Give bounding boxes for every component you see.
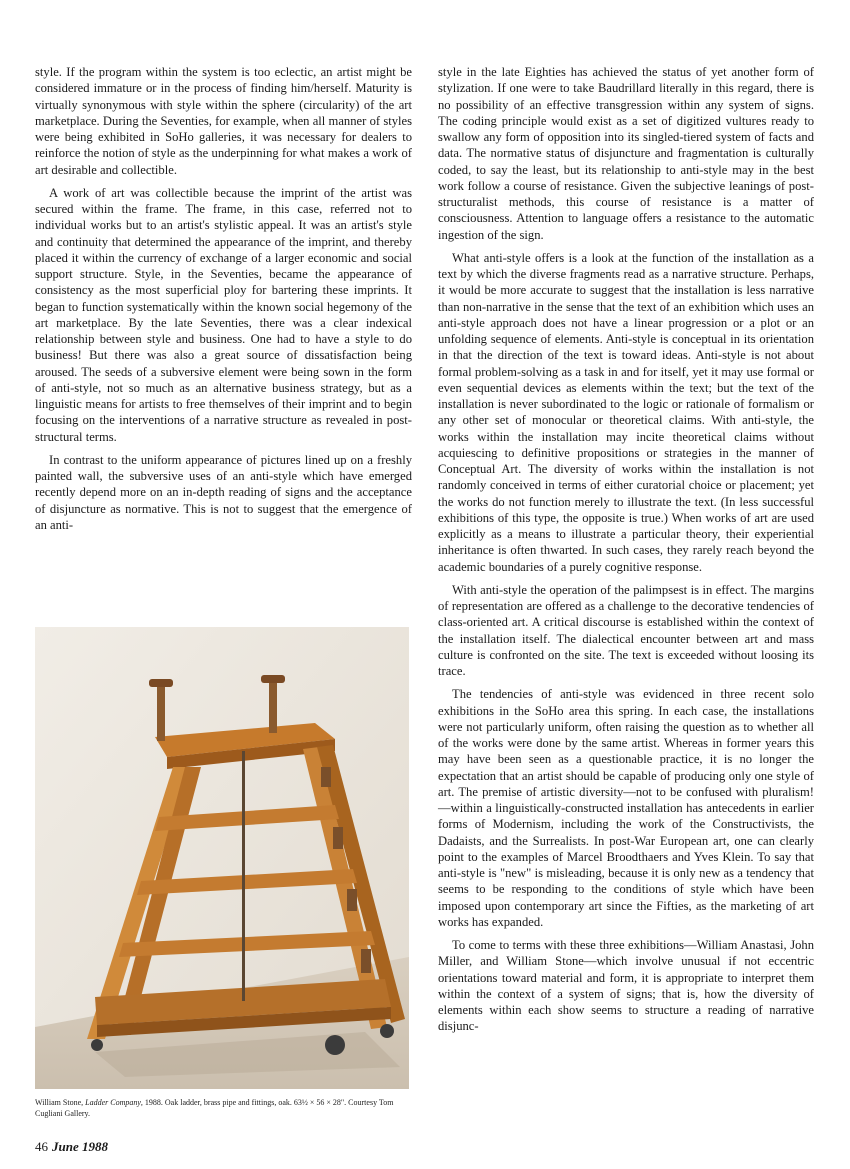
right-column bbox=[438, 64, 814, 1042]
paragraph: style. If the program within the system is too eclectic, an artist might be considered immature or in the process of finding him/herself. Maturity is virtually synonymous with style within the sphere (circularity) of the art marketplace. During the Seventies, for example, when all manner of styles were being exhibited in SoHo galleries, it was necessary for dealers to reinforce the notion of style as the underpinning for what makes a work of art desirable and collectible. bbox=[35, 65, 412, 177]
page-footer bbox=[35, 1139, 108, 1155]
paragraph: style in the late Eighties has achieved the status of yet another form of stylization. If one were to take Baudrillard literally in this regard, there is no possibility of an effective transgression within any system of signs. The coding principle would exist as a set of digitized vultures ready to swallow any form of opposition into its singled-tiered system of facts and data. The normative status of disjuncture and fragmentation is culturally coded, to say the least, but its relationship to anti-style may in the best work follow a course of resistance. Given the subjective leanings of post-structuralist methods, this course of resistance is a matter of consciousness. Attention to language offers a resistance to the automatic ingestion of the sign. bbox=[438, 65, 814, 242]
paragraph: In contrast to the uniform appearance of pictures lined up on a freshly painted wall, the subversive uses of an anti-style which have emerged recently depend more on an in-depth reading of signs and the acceptance of disjuncture as normative. This is not to suggest that the emergence of an anti- bbox=[35, 452, 412, 532]
caption-artist: William Stone, bbox=[35, 1098, 86, 1107]
left-column bbox=[35, 64, 412, 540]
caption-title: Ladder Company bbox=[85, 1098, 141, 1107]
paragraph: What anti-style offers is a look at the function of the installation as a text by which the diverse fragments read as a narrative structure. Perhaps, it would be more accurate to suggest that the installation is less narrative than non-narrative in the sense that the text of an exhibition which uses an anti-style approach does not have a linear progression or a plot or an unfolding sequence of elements. Anti-style is conceptual in its orientation in that the direction of the text is toward ideas. Anti-style is not about formal problem-solving as a task in and for itself, yet it may use formal or even sequential devices as elements within the text; but the text of the installation is never subordinated to the logic or rationale of formalism or any other set of monocular or theoretical claims. With anti-style, the works within the installation may incite theoretical claims without acquiescing to definitive propositions or strategies in the manner of Conceptual Art. The diversity of works within the installation is not randomly conceived in terms of either curatorial choice or placement; yet the works do not function merely to illustrate the text. (In less successful exhibitions of this type, the opposite is true.) When works of art are used explicitly as a means to illustrate a particular theory, their experiential inheritance is often thwarted. In such cases, they rarely reach beyond the academic boundaries of a purely cognitive response. bbox=[438, 250, 814, 574]
figure-caption bbox=[35, 1097, 415, 1119]
artwork-photo bbox=[35, 627, 409, 1089]
paragraph: The tendencies of anti-style was evidenced in three recent solo exhibitions in the SoHo area this spring. In each case, the installations were not particularly uniform, often raising the question as to whether all of the works were done by the same artist. Whereas in former years this may have been seen as a questionable practice, it is no longer the expectation that an artist should be capable of producing only one style of art. The premise of artistic diversity—not to be confused with pluralism!—within a linguistically-constructed installation has antecedents in earlier forms of Modernism, including the work of the Constructivists, the Dadaists, and the Surrealists. In post-War European art, one can clearly point to the examples of Marcel Broodthaers and Yves Klein. To say that anti-style is "new" is misleading, because it is only new as a tendency that seems to be responding to the conditions of style which have been imposed upon contemporary art since the Fifties, as the marketing of art works has expanded. bbox=[438, 687, 814, 929]
paragraph: To come to terms with these three exhibitions—William Anastasi, John Miller, and William Stone—which involve unusual if not eccentric orientations toward material and form, it is appropriate to interpret them within the context of a system of signs; that is, how the diversity of elements within each show seems to structure a reading of narrative disjunc- bbox=[438, 938, 814, 1034]
ladder-sculpture-image bbox=[35, 627, 409, 1089]
paragraph: With anti-style the operation of the palimpsest is in effect. The margins of representation are offered as a challenge to the decorative tendencies of class-oriented art. A critical discourse is established within the context of the installation itself. The dialectical encounter between art and mass culture is confronted on the site. The text is exceeded without loosing its trace. bbox=[438, 582, 814, 678]
page-number: 46 bbox=[35, 1139, 48, 1154]
caption-details: , 1988. Oak ladder, brass pipe and fittings, oak. 63½ × 56 × 28". Courtesy Tom Cugliani Gallery. bbox=[35, 1098, 394, 1118]
paragraph: A work of art was collectible because the imprint of the artist was secured within the frame. The frame, in this case, referred not to individual works but to an artist's stylistic appeal. It was an artist's style and continuity that determined the appearance of the imprint, and thereby placed it within the currency of exchange of a larger economic and social support structure. Style, in the Seventies, became the appearance of consistency as the most superficial ploy for bartering these imprints. It began to function systematically within the known social hegemony of the art marketplace. By the late Seventies, there was a clear indexical relationship between style and business. One had to have a style to do business! But there was also a great source of dissatisfaction being aroused. The seeds of a subversive element were being sown in the form of anti-style, not so much as an alternative business strategy, but as a linguistic means for artists to free themselves of their imprint and to begin focusing on the interventions of a narrative structure as revealed in post-structural terms. bbox=[35, 185, 412, 444]
issue-date: June 1988 bbox=[52, 1139, 108, 1154]
